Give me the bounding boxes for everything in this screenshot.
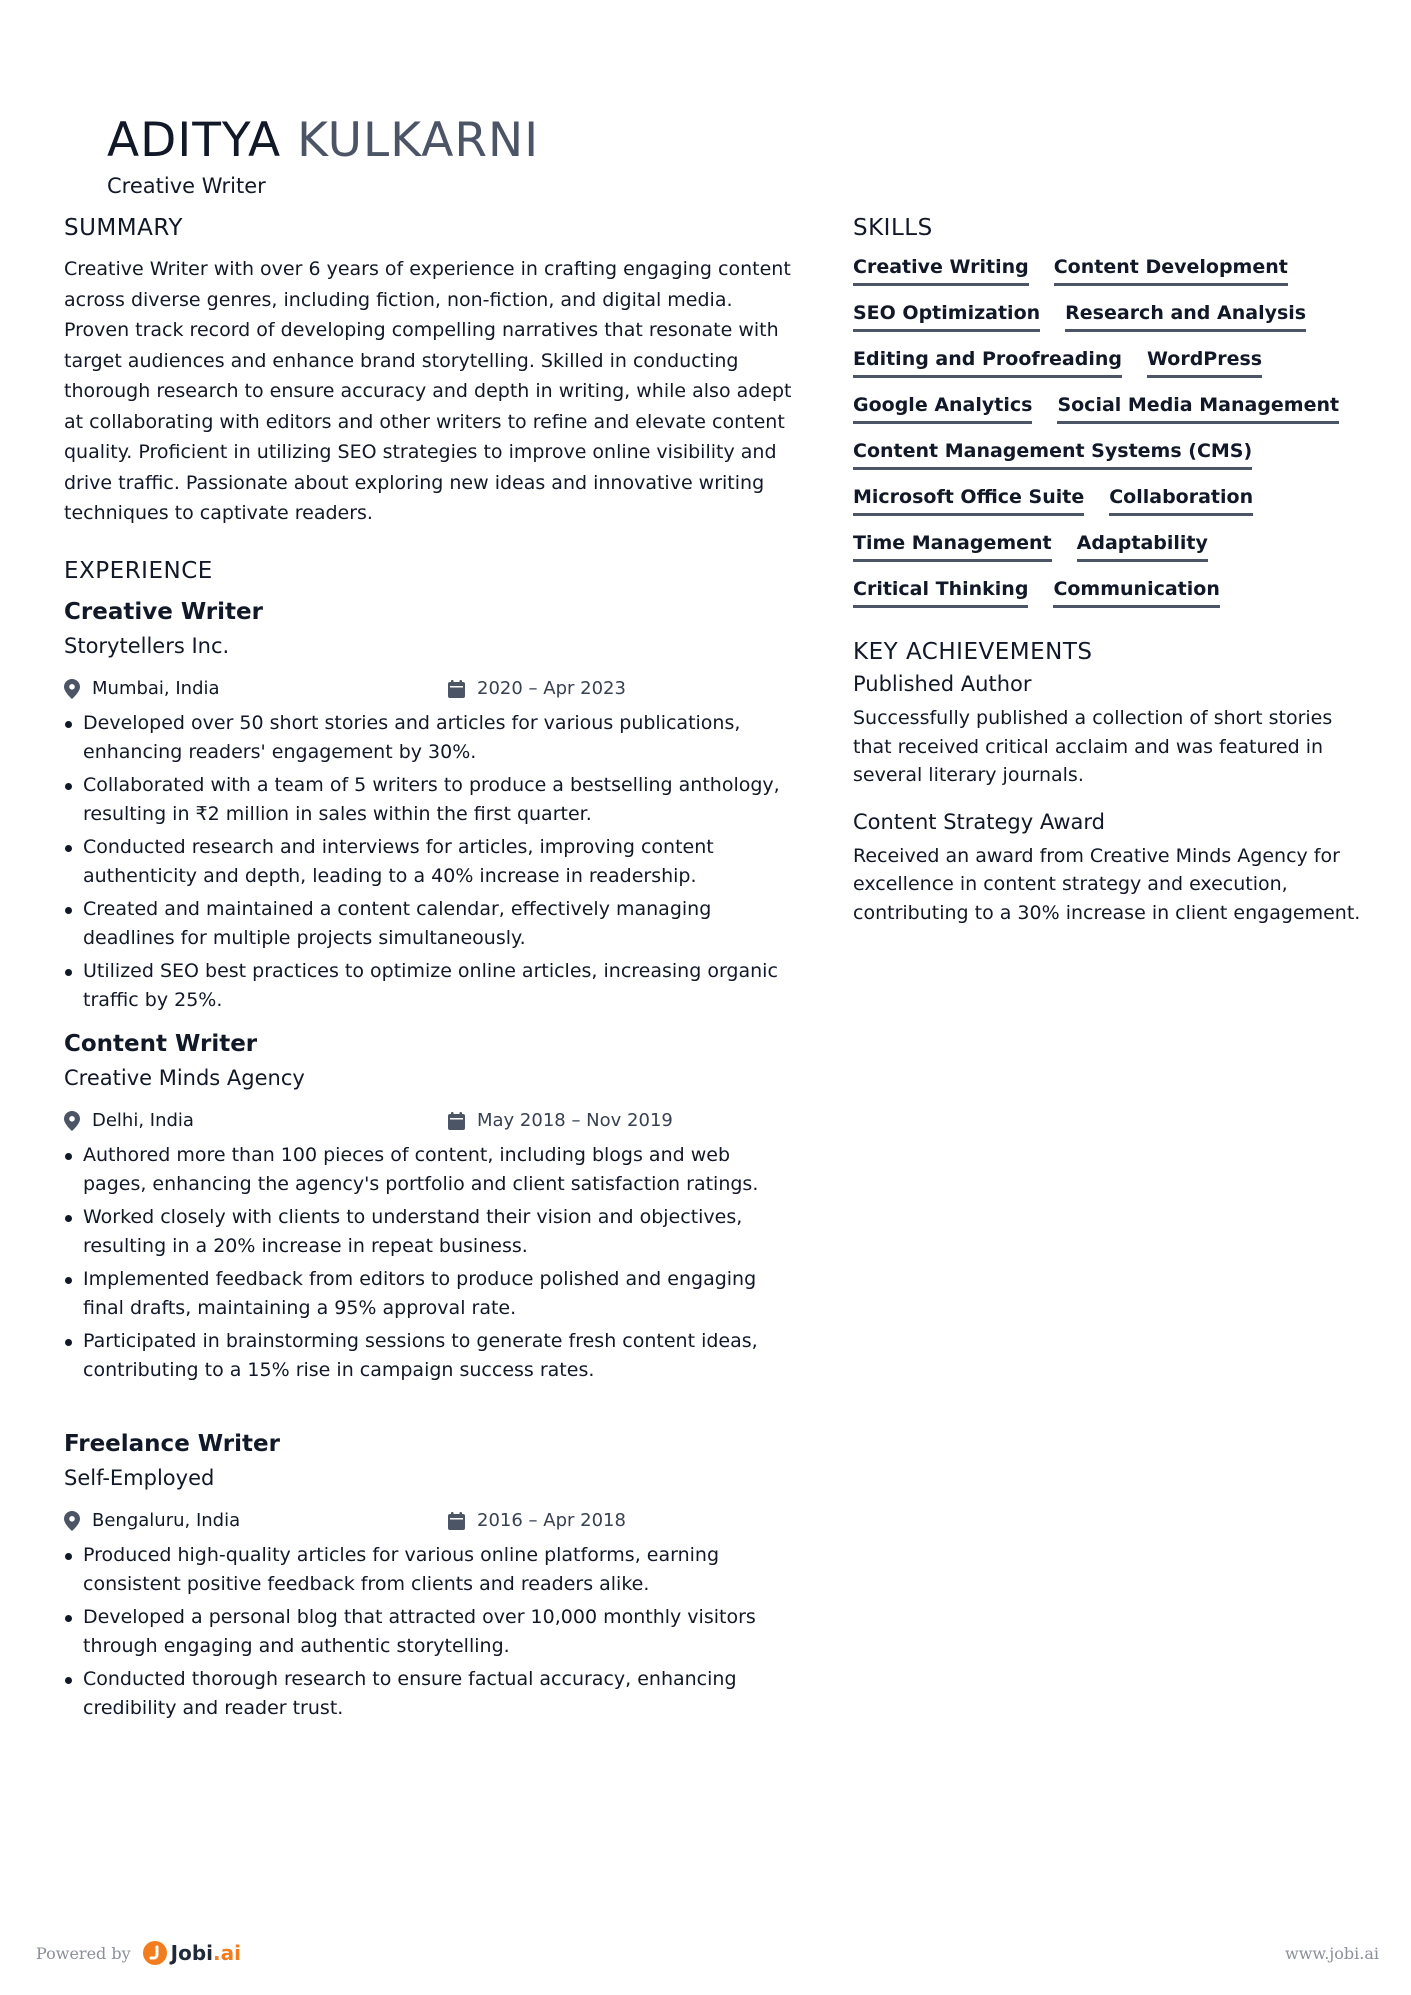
bullet-item: Participated in brainstorming sessions to generate fresh content ideas, contributing to a 15% rise in campaign success rates. [64, 1327, 799, 1385]
skill-tag: Research and Analysis [1065, 300, 1306, 332]
skill-tag: SEO Optimization [853, 300, 1040, 332]
skill-tag: Communication [1053, 576, 1219, 608]
calendar-icon [448, 1112, 465, 1130]
job-location [64, 1110, 448, 1131]
skill-tag: Critical Thinking [853, 576, 1028, 608]
right-column [853, 214, 1363, 945]
job-title: Content Writer [64, 1030, 258, 1057]
left-column [64, 214, 799, 1737]
location-text: Delhi, India [92, 1110, 194, 1131]
bullet-item: Developed over 50 short stories and articles for various publications, enhancing readers' engagement by 30%. [64, 709, 799, 767]
skill-tag: Collaboration [1109, 484, 1253, 516]
skill-tag: Google Analytics [853, 392, 1032, 424]
achievement-description: Successfully published a collection of short stories that received critical acclaim and was featured in several literary journals. [853, 707, 1333, 786]
job-bullets [64, 709, 799, 1015]
bullet-item: Created and maintained a content calendar, effectively managing deadlines for multiple projects simultaneously. [64, 895, 799, 953]
bullet-item: Authored more than 100 pieces of content, including blogs and web pages, enhancing the agency's portfolio and client satisfaction ratings. [64, 1141, 799, 1199]
job-location [64, 1510, 448, 1531]
bullet-item: Implemented feedback from editors to produce polished and engaging final drafts, maintaining a 95% approval rate. [64, 1265, 799, 1323]
skill-tag: Adaptability [1077, 530, 1208, 562]
achievement-title: Published Author [853, 672, 1032, 696]
experience-item [64, 1029, 799, 1385]
first-name: ADITYA [107, 113, 282, 168]
skill-tag: Social Media Management [1057, 392, 1339, 424]
achievement-title: Content Strategy Award [853, 809, 1105, 834]
bullet-item: Utilized SEO best practices to optimize online articles, increasing organic traffic by 25%. [64, 957, 799, 1015]
job-meta [64, 1109, 799, 1133]
experience-item [64, 597, 799, 1015]
date-text: May 2018 – Nov 2019 [477, 1110, 673, 1131]
job-bullets [64, 1541, 799, 1723]
map-pin-icon [64, 1111, 80, 1131]
achievement-description: Received an award from Creative Minds Agency for excellence in content strategy and execution, contributing to a 30% increase in client engagement. [853, 844, 1361, 924]
calendar-icon [448, 1512, 465, 1530]
job-dates [448, 1110, 673, 1131]
summary-text: Creative Writer with over 6 years of experience in crafting engaging content across diverse genres, including fiction, non-fiction, and digital media. Proven track record of developing compelling narratives that resonate with target audiences and enhance brand storytelling. Skilled in conducting thorough research to ensure accuracy and depth in writing, while also adept at collaborating with editors and other writers to refine and elevate content quality. Proficient in utilizing SEO strategies to improve online visibility and drive traffic. Passionate about exploring new ideas and innovative writing techniques to captivate readers. [64, 258, 792, 524]
map-pin-icon [64, 1511, 80, 1531]
summary-title: SUMMARY [64, 215, 183, 241]
bullet-item: Collaborated with a team of 5 writers to produce a bestselling anthology, resulting in ₹2 million in sales within the first quarter. [64, 771, 799, 829]
bullet-item: Produced high-quality articles for various online platforms, earning consistent positive feedback from clients and readers alike. [64, 1541, 799, 1599]
location-text: Bengaluru, India [92, 1510, 241, 1531]
job-dates [448, 678, 626, 699]
achievements-title: KEY ACHIEVEMENTS [853, 639, 1093, 665]
calendar-icon [448, 680, 465, 698]
last-name: KULKARNI [297, 113, 540, 168]
job-meta [64, 1509, 799, 1533]
achievement-item [853, 670, 1363, 790]
skills-title: SKILLS [853, 215, 933, 241]
job-meta [64, 677, 799, 701]
job-title: Creative Writer [64, 598, 263, 625]
job-dates [448, 1510, 626, 1531]
date-text: 2016 – Apr 2018 [477, 1510, 626, 1531]
brand-suffix: .ai [213, 1941, 241, 1965]
full-name [107, 112, 1007, 170]
location-text: Mumbai, India [92, 678, 220, 699]
skill-tag: Editing and Proofreading [853, 346, 1122, 378]
website-link[interactable]: www.jobi.ai [1285, 1944, 1379, 1963]
jobi-logo-link[interactable] [143, 1941, 241, 1965]
achievement-item [853, 808, 1363, 928]
bullet-item: Worked closely with clients to understand their vision and objectives, resulting in a 20% increase in repeat business. [64, 1203, 799, 1261]
experience-title: EXPERIENCE [64, 557, 213, 584]
bullet-item: Conducted research and interviews for articles, improving content authenticity and depth, leading to a 40% increase in readership. [64, 833, 799, 891]
job-location [64, 678, 448, 699]
job-role: Creative Writer [107, 174, 266, 194]
brand-name: Jobi [170, 1941, 213, 1965]
job-bullets [64, 1141, 799, 1385]
date-text: 2020 – Apr 2023 [477, 678, 626, 699]
skill-tag: Microsoft Office Suite [853, 484, 1084, 516]
skill-tag: WordPress [1147, 346, 1262, 378]
map-pin-icon [64, 679, 80, 699]
experience-item [64, 1429, 799, 1723]
skill-tag: Creative Writing [853, 254, 1029, 286]
skill-tag: Time Management [853, 530, 1052, 562]
resume-header [107, 112, 1007, 194]
skills-list [853, 254, 1363, 608]
skill-tag: Content Development [1054, 254, 1288, 286]
bullet-item: Conducted thorough research to ensure factual accuracy, enhancing credibility and reader trust. [64, 1665, 799, 1723]
skill-tag: Content Management Systems (CMS) [853, 438, 1252, 470]
powered-by-label: Powered by [36, 1943, 131, 1963]
company-name: Creative Minds Agency [64, 1065, 305, 1090]
company-name: Self-Employed [64, 1465, 215, 1490]
company-name: Storytellers Inc. [64, 633, 230, 658]
jobi-logo-icon [143, 1941, 167, 1965]
bullet-item: Developed a personal blog that attracted over 10,000 monthly visitors through engaging and authentic storytelling. [64, 1603, 799, 1661]
job-title: Freelance Writer [64, 1430, 280, 1457]
powered-by [36, 1941, 241, 1965]
